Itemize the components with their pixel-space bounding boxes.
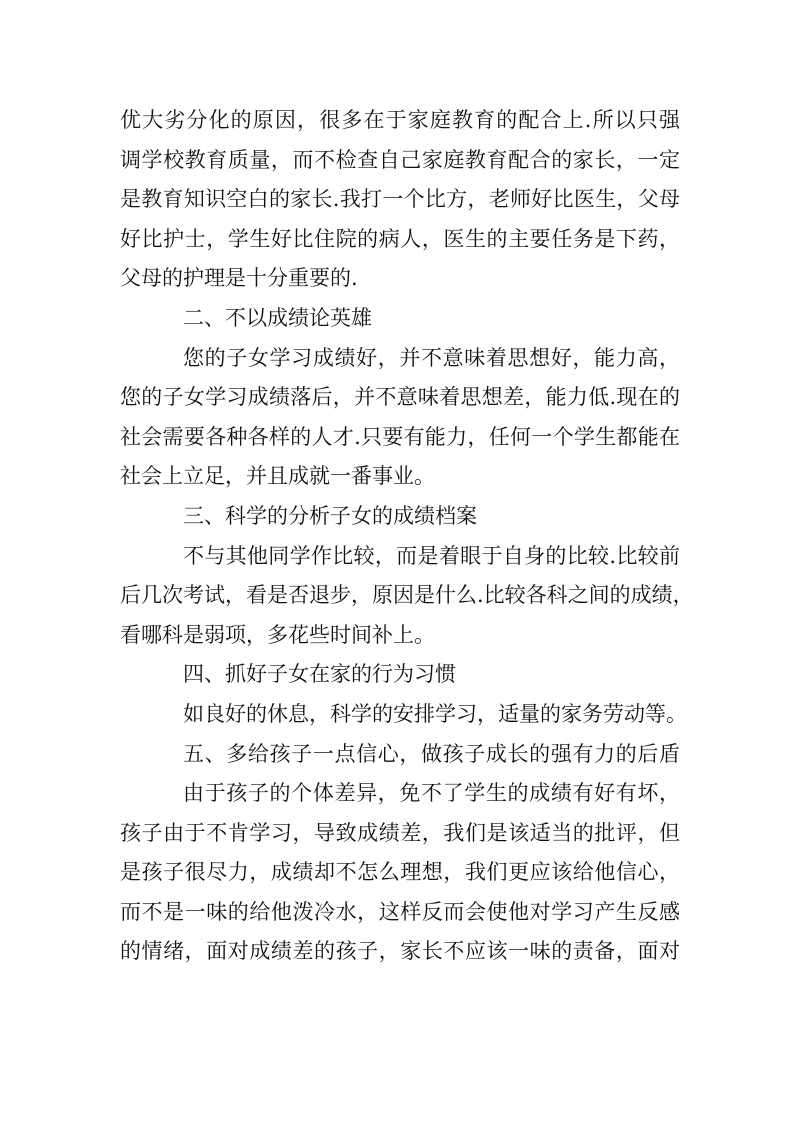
text-line: 看哪科是弱项，多花些时间补上。 (120, 622, 435, 647)
text-line: 社会需要各种各样的人才.只要有能力，任何一个学生都能在 (120, 424, 680, 449)
document-body (120, 101, 694, 972)
text-line: 不与其他同学作比较，而是着眼于自身的比较.比较前 (183, 543, 680, 568)
text-line: 五、多给孩子一点信心，做孩子成长的强有力的后盾 (183, 741, 680, 766)
text-line: 社会上立足，并且成就一番事业。 (120, 464, 435, 489)
text-line: 后几次考试，看是否退步，原因是什么.比较各科之间的成绩， (120, 583, 694, 608)
text-line: 如良好的休息，科学的安排学习，适量的家务劳动等。 (183, 701, 687, 726)
text-line: 是孩子很尽力，成绩却不怎么理想，我们更应该给他信心， (120, 860, 680, 885)
text-line: 三、科学的分析子女的成绩档案 (183, 503, 477, 528)
text-line: 父母的护理是十分重要的. (120, 266, 358, 291)
text-line: 您的子女学习成绩好，并不意味着思想好，能力高， (183, 345, 680, 370)
text-line: 调学校教育质量，而不检查自己家庭教育配合的家长，一定 (120, 147, 680, 172)
text-line: 四、抓好子女在家的行为习惯 (183, 662, 456, 687)
text-line: 好比护士，学生好比住院的病人，医生的主要任务是下药， (120, 226, 680, 251)
text-line: 是教育知识空白的家长.我打一个比方，老师好比医生，父母 (120, 187, 680, 212)
text-line: 孩子由于不肯学习，导致成绩差，我们是该适当的批评，但 (120, 820, 680, 845)
text-line: 优大劣分化的原因，很多在于家庭教育的配合上.所以只强 (120, 108, 680, 132)
text-line: 而不是一味的给他泼冷水，这样反而会使他对学习产生反感 (120, 899, 680, 924)
text-line: 您的子女学习成绩落后，并不意味着思想差，能力低.现在的 (120, 385, 680, 410)
text-line: 的情绪，面对成绩差的孩子，家长不应该一味的责备，面对 (120, 939, 680, 964)
text-line: 由于孩子的个体差异，免不了学生的成绩有好有坏， (183, 781, 680, 806)
text-line: 二、不以成绩论英雄 (183, 305, 372, 330)
